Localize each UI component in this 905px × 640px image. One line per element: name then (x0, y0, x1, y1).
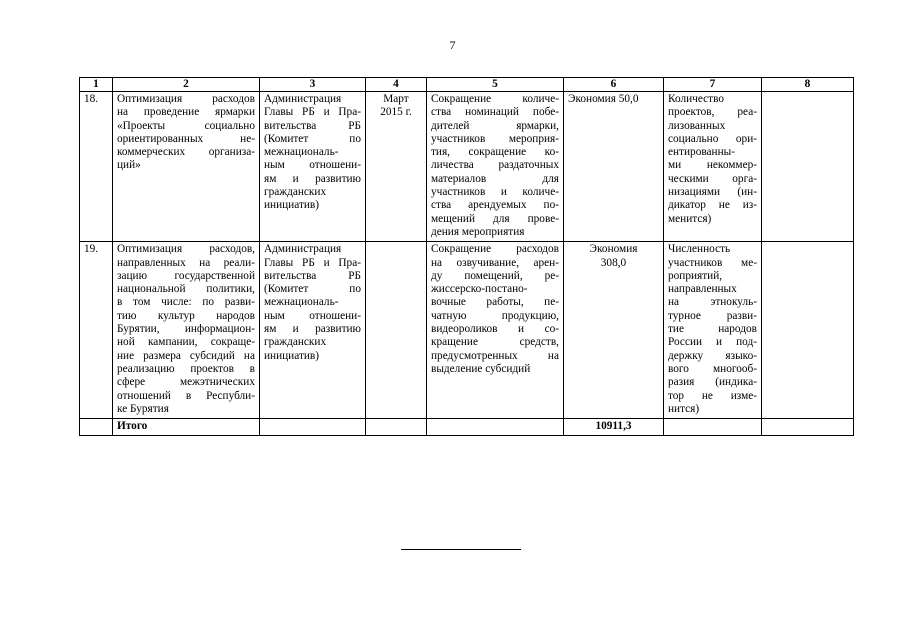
cell-text-line: ям и развитию (264, 323, 361, 336)
cell-text-line: (Комитет по (264, 283, 361, 296)
cell-text-line: вочные работы, пе- (431, 296, 559, 309)
cell-text-line: Количество (668, 93, 724, 105)
cell-text-line: направленных (668, 283, 737, 296)
footer-rule (401, 549, 521, 550)
total-label: Итого (113, 419, 260, 436)
cell-text-line: видеороликов и со- (431, 323, 559, 336)
cell-text-line: участников мероприя- (431, 132, 559, 145)
table-row (80, 92, 854, 242)
mechanism-cell (427, 92, 564, 242)
cell-text-line: на озвучивание, арен- (431, 256, 559, 269)
total-empty-cell (762, 419, 854, 436)
cell-text-line: Сокращение количе- (431, 93, 559, 105)
cell-text-line: вительства РБ (264, 269, 361, 282)
cell-text-line: тие народов (668, 323, 757, 336)
effect-cell (564, 92, 664, 242)
cell-text-line: роприятий, (668, 269, 723, 282)
total-row (80, 419, 854, 436)
cell-text-line: Март (383, 93, 409, 105)
cell-text-line: жиссерско-постано- (431, 283, 528, 296)
effect-cell (564, 242, 664, 419)
cell-text-line: Оптимизация расходов (117, 93, 255, 105)
cell-text-line: зацию государственной (117, 269, 255, 282)
cell-text-line: дикатор не из- (668, 199, 757, 212)
deadline-cell (366, 242, 427, 419)
page-number: 7 (449, 38, 456, 52)
cell-text-line: Администрация (264, 243, 342, 256)
column-header: 5 (427, 78, 564, 92)
cell-text-line: личества раздаточных (431, 159, 559, 172)
total-empty-cell (366, 419, 427, 436)
cell-text-line: межнациональ- (264, 146, 339, 159)
executor-cell (260, 242, 366, 419)
cell-text-line: ной кампании, сокраще- (117, 336, 255, 349)
cell-text-line: держку языко- (668, 349, 757, 362)
row-number: 19. (80, 242, 113, 419)
cell-text-line: низациями (ин- (668, 186, 757, 199)
cell-text-line: Численность (668, 243, 731, 256)
cell-text-line: реализацию проектов в (117, 362, 255, 375)
cell-text-line: на этнокуль- (668, 296, 757, 309)
cell-text-line: Экономия (589, 243, 638, 256)
cell-text-line: коммерческих организа- (117, 146, 255, 159)
cell-text-line: 308,0 (600, 256, 627, 269)
cell-text-line: разия (индика- (668, 376, 757, 389)
measure-cell (113, 92, 260, 242)
column-header: 4 (366, 78, 427, 92)
column-header: 2 (113, 78, 260, 92)
cell-text-line: материалов для (431, 172, 559, 185)
indicator-cell (664, 242, 762, 419)
cell-text-line: ческими орга- (668, 172, 757, 185)
column-header: 8 (762, 78, 854, 92)
cell-text-line: Главы РБ и Пра- (264, 256, 361, 269)
cell-text-line: отношений в Республи- (117, 389, 255, 402)
note-cell (762, 242, 854, 419)
cell-text-line: сфере межэтнических (117, 376, 255, 389)
cell-text-line: вительства РБ (264, 119, 361, 132)
cell-text-line: инициатив) (264, 199, 320, 212)
cell-text-line: ентированны- (668, 146, 735, 159)
cell-text-line: лизованных (668, 119, 726, 132)
cell-text-line: ми некоммер- (668, 159, 757, 172)
cell-text-line: гражданских (264, 336, 327, 349)
indicator-cell (664, 92, 762, 242)
cell-text-line: Администрация (264, 93, 342, 105)
cell-text-line: менится) (668, 212, 712, 225)
cell-text-line: тию культур народов (117, 309, 255, 322)
cell-text-line: ориентированных не- (117, 132, 255, 145)
total-value: 10911,3 (564, 419, 664, 436)
cell-text-line: инициатив) (264, 349, 320, 362)
cell-text-line: 2015 г. (380, 106, 412, 119)
column-header: 7 (664, 78, 762, 92)
total-empty-cell (260, 419, 366, 436)
column-header: 3 (260, 78, 366, 92)
cell-text-line: национальной политики, (117, 283, 255, 296)
cell-text-line: мещений для прове- (431, 212, 559, 225)
cell-text-line: межнациональ- (264, 296, 339, 309)
measures-table (79, 77, 854, 436)
cell-text-line: Главы РБ и Пра- (264, 106, 361, 119)
cell-text-line: Бурятии, информацион- (117, 323, 255, 336)
cell-text-line: ду помещений, ре- (431, 269, 559, 282)
cell-text-line: турное разви- (668, 309, 757, 322)
total-empty-cell (80, 419, 113, 436)
cell-text-line: дения мероприятия (431, 225, 525, 238)
cell-text-line: кращение средств, (431, 336, 559, 349)
cell-text-line: социально ори- (668, 132, 757, 145)
cell-text-line: чатную продукцию, (431, 309, 559, 322)
note-cell (762, 92, 854, 242)
cell-text-line: в том числе: по разви- (117, 296, 255, 309)
cell-text-line: Оптимизация расходов, (117, 243, 255, 256)
table-row (80, 242, 854, 419)
cell-text-line: вого многооб- (668, 362, 757, 375)
deadline-cell (366, 92, 427, 242)
cell-text-line: (Комитет по (264, 132, 361, 145)
table-header-row (80, 78, 854, 92)
cell-text-line: участников и количе- (431, 186, 559, 199)
cell-text-line: тор не изме- (668, 389, 757, 402)
cell-text-line: России и под- (668, 336, 757, 349)
total-empty-cell (664, 419, 762, 436)
cell-text-line: проектов, реа- (668, 106, 757, 119)
column-header: 1 (80, 78, 113, 92)
cell-text-line: выделение субсидий (431, 362, 531, 375)
cell-text-line: Экономия 50,0 (568, 93, 639, 105)
cell-text-line: направленных на реали- (117, 256, 255, 269)
row-number: 18. (80, 92, 113, 242)
cell-text-line: ций» (117, 159, 141, 172)
cell-text-line: дителей ярмарки, (431, 119, 559, 132)
measure-cell (113, 242, 260, 419)
cell-text-line: «Проекты социально (117, 119, 255, 132)
cell-text-line: на проведение ярмарки (117, 106, 255, 119)
cell-text-line: ства номинаций побе- (431, 106, 559, 119)
cell-text-line: ным отношени- (264, 159, 361, 172)
cell-text-line: гражданских (264, 186, 327, 199)
total-empty-cell (427, 419, 564, 436)
cell-text-line: Сокращение расходов (431, 243, 559, 256)
cell-text-line: нится) (668, 402, 700, 415)
cell-text-line: ке Бурятия (117, 402, 169, 415)
cell-text-line: ным отношени- (264, 309, 361, 322)
cell-text-line: ства арендуемых по- (431, 199, 559, 212)
cell-text-line: предусмотренных на (431, 349, 559, 362)
cell-text-line: тия, сокращение ко- (431, 146, 559, 159)
cell-text-line: участников ме- (668, 256, 757, 269)
cell-text-line: ям и развитию (264, 172, 361, 185)
column-header: 6 (564, 78, 664, 92)
mechanism-cell (427, 242, 564, 419)
executor-cell (260, 92, 366, 242)
cell-text-line: ние размера субсидий на (117, 349, 255, 362)
